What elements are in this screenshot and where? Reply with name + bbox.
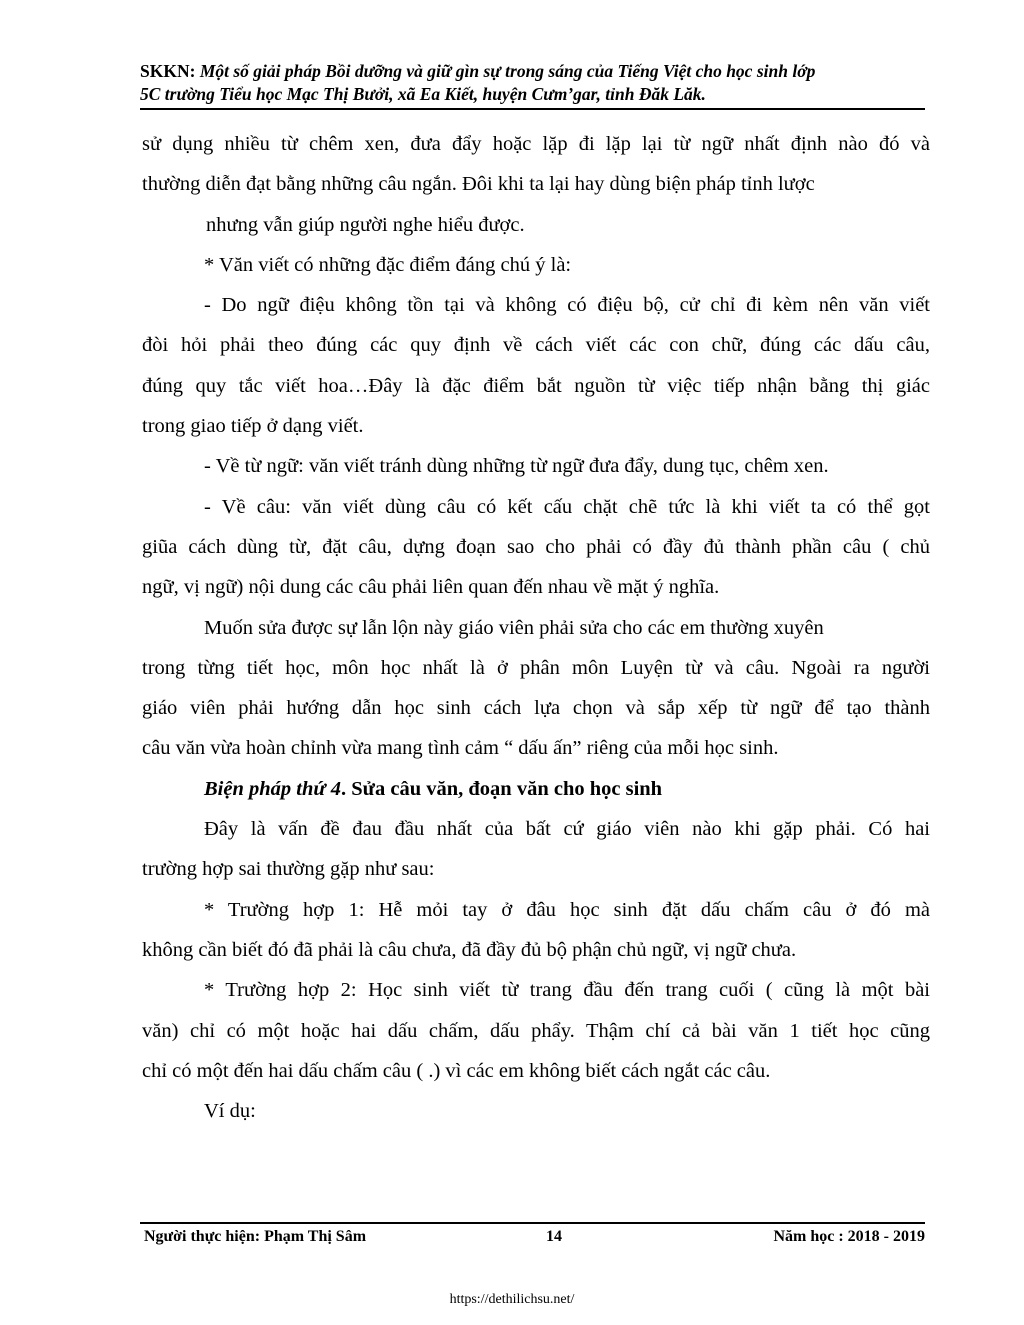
body-line: giáo viên phải hướng dẫn học sinh cách lựa chọn và sắp xếp từ ngữ để tạo thành [142, 697, 930, 720]
footer-author: Người thực hiện: Phạm Thị Sâm [144, 1228, 367, 1245]
body-line: văn) chỉ có một hoặc hai dấu chấm, dấu phẩy. Thậm chí cả bài văn 1 tiết học cũng [142, 1019, 930, 1042]
section-heading-bold: . Sửa câu văn, đoạn văn cho học sinh [341, 777, 663, 800]
body-line: nhưng vẫn giúp người nghe hiểu được. [206, 213, 525, 236]
body-line: trường hợp sai thường gặp như sau: [142, 858, 435, 881]
body-line: - Do ngữ điệu không tồn tại và không có điệu bộ, cử chỉ đi kèm nên văn viết [204, 294, 930, 317]
footer-school-year: Năm học : 2018 - 2019 [773, 1228, 925, 1245]
body-line: Ví dụ: [204, 1100, 256, 1123]
body-line: Đây là vấn đề đau đầu nhất của bất cứ giáo viên nào khi gặp phải. Có hai [204, 818, 930, 841]
source-url: https://dethilichsu.net/ [449, 1292, 575, 1307]
section-heading-italic: Biện pháp thứ 4 [204, 777, 342, 800]
page-footer [140, 1222, 925, 1245]
header-title-line-1: Một số giải pháp Bồi dưỡng và giữ gìn sự trong sáng của Tiếng Việt cho học sinh lớp [199, 61, 816, 81]
body-line: trong giao tiếp ở dạng viết. [142, 415, 364, 438]
body-line: câu văn vừa hoàn chỉnh vừa mang tình cảm “ dấu ấn” riêng của mỗi học sinh. [142, 737, 779, 760]
header-line-1 [140, 60, 925, 83]
body-line: - Về câu: văn viết dùng câu có kết cấu chặt chẽ tức là khi viết ta có thể gọt [204, 495, 930, 518]
header-title-line-2: 5C trường Tiểu học Mạc Thị Bưởi, xã Ea Kiết, huyện Cưm’gar, tỉnh Đăk Lăk. [140, 84, 706, 104]
body-line: Muốn sửa được sự lẫn lộn này giáo viên phải sửa cho các em thường xuyên [204, 616, 824, 639]
body-line: * Văn viết có những đặc điểm đáng chú ý là: [204, 253, 572, 276]
document-body [142, 124, 930, 1131]
body-line: thường diễn đạt bằng những câu ngắn. Đôi khi ta lại hay dùng biện pháp tỉnh lược [142, 173, 815, 196]
body-line: * Trường hợp 2: Học sinh viết từ trang đầu đến trang cuối ( cũng là một bài [204, 979, 930, 1002]
body-line: trong từng tiết học, môn học nhất là ở phân môn Luyện từ và câu. Ngoài ra người [142, 656, 930, 679]
section-heading [142, 769, 930, 809]
body-line: đúng quy tắc viết hoa…Đây là đặc điểm bắt nguồn từ việc tiếp nhận bằng thị giác [142, 374, 930, 397]
body-line: * Trường hợp 1: Hễ mỏi tay ở đâu học sinh đặt dấu chấm câu ở đó mà [204, 898, 930, 921]
header-label: SKKN: [140, 61, 196, 81]
body-line: giũa cách dùng từ, đặt câu, dựng đoạn sao cho phải có đầy đủ thành phần câu ( chủ [142, 535, 930, 558]
body-line: - Về từ ngữ: văn viết tránh dùng những từ ngữ đưa đẩy, dung tục, chêm xen. [204, 455, 829, 478]
body-line: sử dụng nhiều từ chêm xen, đưa đẩy hoặc lặp đi lặp lại từ ngữ nhất định nào đó và [142, 133, 930, 155]
body-line: ngữ, vị ngữ) nội dung các câu phải liên quan đến nhau về mặt ý nghĩa. [142, 576, 720, 599]
body-line: chỉ có một đến hai dấu chấm câu ( .) vì các em không biết cách ngắt các câu. [142, 1059, 771, 1082]
page-number: 14 [546, 1228, 562, 1245]
body-line: đòi hỏi phải theo đúng các quy định về cách viết các con chữ, đúng các dấu câu, [142, 334, 930, 357]
page-header [140, 60, 925, 110]
body-line: không cần biết đó đã phải là câu chưa, đã đầy đủ bộ phận chủ ngữ, vị ngữ chưa. [142, 938, 797, 961]
